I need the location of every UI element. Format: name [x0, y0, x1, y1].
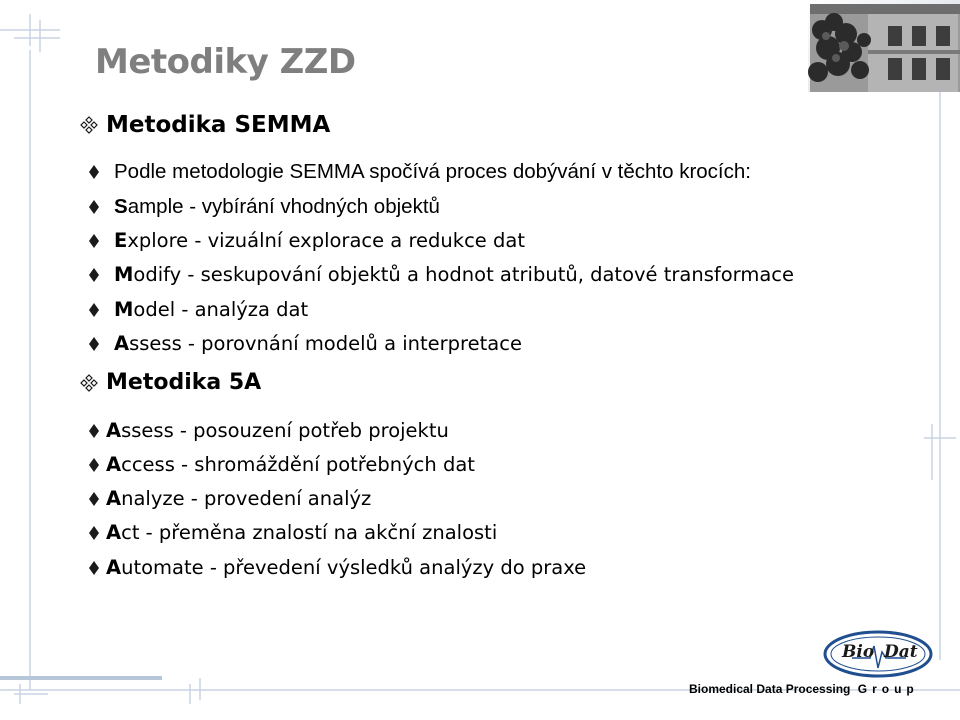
list-item [88, 195, 440, 219]
list-item [88, 160, 751, 184]
item-initial: A [114, 332, 130, 355]
diamond-bullet-icon [88, 423, 100, 439]
item-initial: A [106, 487, 122, 510]
four-diamond-bullet-icon [80, 374, 98, 392]
footer-spaced: Group [857, 682, 919, 696]
diamond-bullet-icon [88, 164, 100, 180]
list-item [88, 263, 794, 286]
section-heading-text: Metodika SEMMA [106, 112, 331, 138]
diamond-bullet-icon [88, 457, 100, 473]
item-text: odel - analýza dat [133, 298, 309, 321]
building-photo [808, 0, 960, 92]
list-item [88, 487, 371, 510]
section-heading-semma [80, 112, 330, 138]
footer-text [689, 682, 919, 696]
item-text: Podle metodologie SEMMA spočívá proces dobývání v těchto krocích: [114, 160, 751, 183]
item-text: ccess - shromáždění potřebných dat [121, 453, 475, 476]
item-text: ssess - posouzení potřeb projektu [121, 419, 449, 442]
diamond-bullet-icon [88, 199, 100, 215]
list-item [88, 332, 522, 355]
biodat-logo [822, 628, 934, 680]
slide-title: Metodiky ZZD [95, 42, 356, 82]
item-text: utomate - převedení výsledků analýzy do praxe [121, 556, 587, 579]
item-text: ample - vybírání vhodných objektů [127, 195, 440, 218]
list-item [88, 521, 497, 544]
item-initial: A [106, 521, 122, 544]
bottom-accent-bar [0, 676, 162, 680]
diamond-bullet-icon [88, 233, 100, 249]
item-text: odify - seskupování objektů a hodnot atributů, datové transformace [133, 263, 795, 286]
item-text: ct - přeměna znalostí na akční znalosti [121, 521, 498, 544]
diamond-bullet-icon [88, 267, 100, 283]
item-initial: S [114, 195, 128, 218]
logo-text-left: Bio [842, 642, 875, 662]
item-initial: M [114, 263, 134, 286]
diamond-bullet-icon [88, 560, 100, 576]
footer-main: Biomedical Data Processing [689, 682, 851, 696]
diamond-bullet-icon [88, 336, 100, 352]
item-initial: E [114, 229, 128, 252]
list-item [88, 556, 586, 579]
item-initial: A [106, 419, 122, 442]
list-item [88, 419, 449, 442]
item-initial: A [106, 453, 122, 476]
diamond-bullet-icon [88, 525, 100, 541]
item-text: nalyze - provedení analýz [121, 487, 372, 510]
diamond-bullet-icon [88, 491, 100, 507]
section-heading-5a [80, 370, 261, 395]
section-heading-text: Metodika 5A [106, 370, 262, 395]
item-text: xplore - vizuální explorace a redukce dat [127, 229, 525, 252]
diamond-bullet-icon [88, 302, 100, 318]
logo-text-right: Dat [884, 642, 918, 662]
list-item [88, 229, 525, 252]
item-initial: M [114, 298, 134, 321]
four-diamond-bullet-icon [80, 116, 98, 134]
list-item [88, 298, 308, 321]
item-text: ssess - porovnání modelů a interpretace [129, 332, 522, 355]
list-item [88, 453, 475, 476]
item-initial: A [106, 556, 122, 579]
